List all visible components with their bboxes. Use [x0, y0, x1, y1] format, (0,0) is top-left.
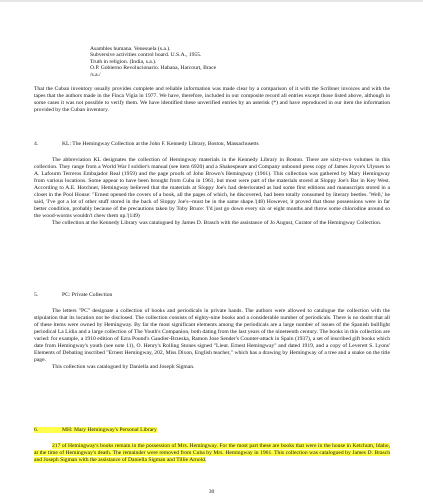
section-6-body — [34, 443, 390, 464]
section-5-body — [34, 308, 390, 371]
section-heading-4 — [34, 141, 259, 148]
section-title: KL: The Hemingway Collection at the John F. Kennedy Library, Boston, Massachusetts — [62, 141, 259, 147]
section-number: 6. — [34, 427, 39, 433]
paragraph: The abbreviation KL designates the collection of Hemingway materials in the Kennedy Library in Boston. There are sixty-two volumes in this collection. They range from a World War I soldier's manual (see item 6920) and a Shakespeare and Company unbound press copy of James Joyce's Ulysses to A. Lafourm Terreros Embajador Real (1959) and the page proofs of John Brown's Hemingway (1961). This collection was gathered by Mary Hemingway from various locations. Some appear to have been brought from Cuba in 1961, but most were part of the materials stored at Sloppy Joe's Bar in Key West. According to A.E. Hotchner, Hemingway believed that the materials at Sloppy Joe's had deteriorated as had some first editions and manuscripts stored in a closet in the Pool House: "Ernest opened the covers of a book, all the pages of which, he discovered, had been totally consumed by literary beetles. 'Well,' he said, 'I've got a lot of other stuff stored in the back of Sloppy Joe's--must be in the same shape.'(48) However, it proved that those possessions were in far better condition, probably because of the precautions taken by Toby Bruce: 'I'd just go down every six or eight months and throw some chlorodine around so the wood-worms wouldn't chew them up.'(149) — [34, 157, 390, 219]
highlighted-text: 217 of Hemingway's books remain in the possession of Mrs. Hemingway. For the most part these are books that were in the house in Ketchum, Idaho, at the time of Hemingway's death. The remainder were removed from Cuba by Mrs. Hemingway in 1961. This collection was catalogued by James D. Brasch and Joseph Sigman with the assistance of Daniella Sigman and Tillie Arnold. — [34, 443, 390, 463]
section-title: PC: Private Collection — [62, 292, 113, 298]
entry-line: Asambles humana. Venesuela (s.a.). — [90, 46, 171, 52]
paragraph: The letters "PC" designate a collection of books and periodicals in private hands. The authors were allowed to catalogue the collection with the stipulation that its location not be disclosed. The collection consists of eighty-nine books and a considerable number of periodicals. There is no doubt that all of these items were owned by Hemingway. By far the most significant elements among the periodicals are a large number of issues of the Spanish bullfight periodical La Lidia and a large collection of The Youth's Companion, both dating from the last years of the nineteenth century. The books in this collection are varied: for example, a 1910 edition of Ezra Pound's Gaudier-Brzeska, Ramon Jose Sender's Counter-attack in Spain (1937), a set of inscribed gift books which date from Hemingway's youth (see note 11), O. Henry's Rolling Stones signed "Lieut. Ernest Hemingway" and dated 1919, and a copy of Leverett S. Lyons' Elements of Debating inscribed "Ernest Hemingway, 202, Miss Dixon, English teacher," which has a drawing by Hemingway of a tree and a snake on the title page. — [34, 308, 390, 363]
intro-paragraph-block — [34, 86, 390, 114]
entry-line: O.P. Gobierno Revolucionario. Habana, Harcourt, Brace — [90, 65, 217, 72]
entry-line: /s.a./ — [90, 71, 101, 78]
section-4-body — [34, 157, 390, 227]
paragraph: This collection was catalogued by Daniella and Joseph Sigman. — [52, 364, 195, 370]
section-number: 5. — [34, 292, 39, 298]
top-border — [0, 0, 423, 2]
highlighted-paragraph — [34, 443, 390, 464]
section-title: MH: Mary Hemingway's Personal Library — [62, 427, 157, 433]
entry-line: Subversive activities control board. U.S.A., 1955. — [90, 52, 202, 59]
section-heading-6 — [34, 427, 157, 434]
intro-paragraph: That the Cuban inventory usually provides complete and reliable information was made clear by a comparison of it with the Scribner invoices and with the tapes that the authors made in the Finca Vigía in 1977. We have, therefore, included in our composite record all entries except those listed above, although in some cases it was not possible to verify them. We have identified these unverified entries by an asterisk (*) and have reproduced in our item the information provided by the Cuban inventory. — [34, 86, 390, 113]
section-number: 4. — [34, 141, 39, 147]
section-heading-5 — [34, 292, 112, 299]
entry-line: Truth in religion. (India, s.a.). — [90, 58, 157, 65]
page-number: 30 — [208, 489, 215, 495]
paragraph: The collection at the Kennedy Library was catalogued by James D. Brasch with the assistance of Jo August, Curator of the Hemingway Collection. — [52, 220, 382, 226]
entry-list — [90, 46, 216, 78]
